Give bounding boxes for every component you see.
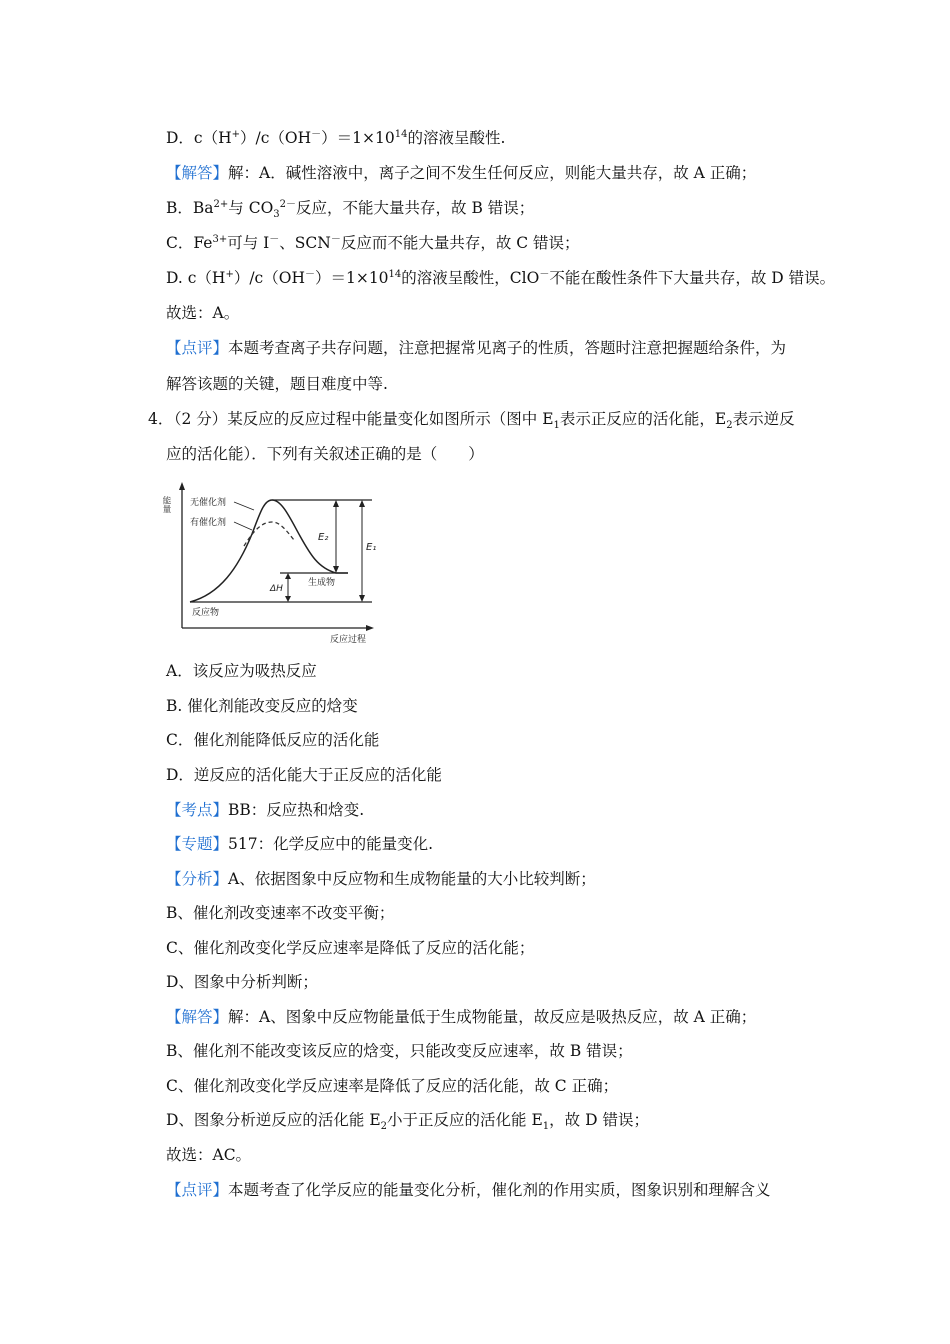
q4-fenxi-c: C、催化剂改变化学反应速率是降低了反应的活化能；: [166, 939, 535, 957]
q3-choice: 故选：A。: [166, 304, 240, 322]
label-product: 生成物: [308, 578, 336, 588]
q4-option-c: C．催化剂能降低反应的活化能: [166, 731, 380, 749]
answer-tag: 【解答】: [166, 164, 229, 182]
q3-answer-c: C．$Fe^{3+}$可与 I－、SCN－反应而不能大量共存，故 C 错误；: [166, 233, 580, 252]
q4-option-b: B. 催化剂能改变反应的焓变: [166, 697, 358, 715]
e1-arrow-up-icon: [359, 500, 365, 507]
label-dh: ΔH: [270, 584, 283, 594]
q4-comment: 【点评】本题考查了化学反应的能量变化分析，催化剂的作用实质，图象识别和理解含义: [166, 1181, 771, 1199]
q4-stem: （2 分）某反应的反应过程中能量变化如图所示（图中 $E_1$表示正反应的活化能，$E_2$表示逆反: [166, 410, 795, 432]
q4-option-a: A．该反应为吸热反应: [166, 662, 317, 680]
q3-answer-d: D. $c(H^+)/c(OH^-)=1\times 10^{14}$的溶液呈酸性，ClO－不能在酸性条件下大量共存，故 D 错误。: [166, 268, 836, 287]
dh-arrow-down-icon: [285, 596, 291, 602]
label-no-catalyst: 无催化剂: [190, 498, 227, 508]
q4-option-d: D．逆反应的活化能大于正反应的活化能: [166, 766, 442, 784]
y-axis-arrow-icon: [179, 482, 185, 490]
q4-jieda-c: C、催化剂改变化学反应速率是降低了反应的活化能，故 C 正确；: [166, 1077, 619, 1095]
label-catalyst: 有催化剂: [190, 518, 227, 528]
q4-choice: 故选：AC。: [166, 1146, 252, 1164]
cat-pointer: [234, 522, 252, 530]
q4-kaodian: 【考点】BB：反应热和焓变.: [166, 801, 365, 819]
label-e2: E₂: [318, 532, 329, 543]
q4-number: 4．: [148, 410, 174, 428]
x-axis-arrow-icon: [366, 625, 374, 631]
q3-comment-cont: 解答该题的关键，题目难度中等.: [166, 375, 388, 393]
comment-tag: 【点评】: [166, 339, 229, 357]
q3-comment: 【点评】本题考查离子共存问题，注意把握常见离子的性质，答题时注意把握题给条件，为: [166, 339, 787, 357]
q4-jieda-b: B、催化剂不能改变该反应的焓变，只能改变反应速率，故 B 错误；: [166, 1042, 633, 1060]
q4-fenxi-d: D、图象中分析判断；: [166, 973, 318, 991]
q4-fenxi-b: B、催化剂改变速率不改变平衡；: [166, 904, 395, 922]
q4-jieda-d: D、图象分析逆反应的活化能 $E_2$小于正反应的活化能 $E_1$，故 D 错误；: [166, 1111, 649, 1133]
y-axis-label: 能量: [161, 496, 171, 513]
q4-zhuanti: 【专题】517：化学反应中的能量变化.: [166, 835, 434, 853]
q4-stem-cont: 应的活化能）．下列有关叙述正确的是（ ）: [166, 445, 484, 463]
no-cat-pointer: [234, 502, 254, 510]
energy-diagram: [160, 478, 400, 648]
dh-arrow-up-icon: [285, 573, 291, 579]
q4-jieda: 【解答】解：A、图象中反应物能量低于生成物能量，故反应是吸热反应，故 A 正确；: [166, 1008, 757, 1026]
q3-answer: 【解答】解：A．碱性溶液中，离子之间不发生任何反应，则能大量共存，故 A 正确；: [166, 164, 757, 182]
q4-fenxi: 【分析】A、依据图象中反应物和生成物能量的大小比较判断；: [166, 870, 596, 888]
label-reactant: 反应物: [192, 608, 220, 618]
label-e1: E₁: [366, 542, 377, 553]
q3-answer-b: B．$Ba^{2+}$与 $CO_3^{2-}$反应，不能大量共存，故 B 错误；: [166, 198, 535, 221]
e1-arrow-down-icon: [359, 595, 365, 602]
e2-arrow-up-icon: [333, 500, 339, 507]
x-axis-label: 反应过程: [330, 635, 367, 645]
q3-option-d: D．$c(H^+)/c(OH^-)=1\times 10^{14}$的溶液呈酸性.: [166, 128, 506, 147]
